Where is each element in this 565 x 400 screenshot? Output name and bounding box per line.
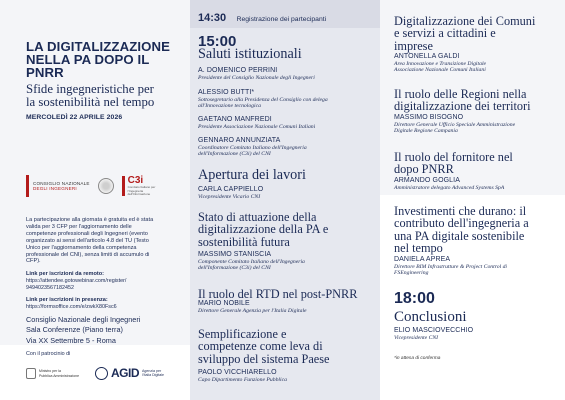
session-conclusioni: Conclusioni <box>394 309 467 325</box>
organizer-logos <box>26 175 180 197</box>
speaker-item: GAETANO MANFREDI Presidente Associazione Nazionale Comuni Italiani <box>198 116 316 130</box>
session-comuni: Digitalizzazione dei Comuni e servizi a cittadini e imprese <box>394 14 536 53</box>
speaker-item: MASSIMO STANISCIA Componente Comitato Italiano dell'Ingegneria dell'Informazione (C3i) del CNI <box>198 251 305 272</box>
speaker-item: ANTONELLA GALDI Area Innovazione e Transizione Digitale Associazione Nazionale Comuni Italiani <box>394 53 487 74</box>
session-fornitore: Il ruolo del fornitore nel dopo PNRR <box>394 150 513 177</box>
session-investimenti: Investimenti che durano: il contributo dell'ingegneria a una PA digitale sostenibile nel tempo <box>394 204 529 255</box>
speaker-item: CARLA CAPPIELLO Vicepresidente Vicario CNI <box>198 186 264 200</box>
session-rtd: Il ruolo del RTD nel post-PNRR <box>198 287 358 301</box>
patronage-label: Con il patrocinio di <box>26 351 71 357</box>
presence-link-label: Link per iscrizioni in presenza: <box>26 297 108 304</box>
left-panel <box>0 0 190 400</box>
registration-slot <box>198 8 374 26</box>
speaker-item: GENNARO ANNUNZIATA Coordinatore Comitato Italiano dell'Ingegneria dell'Informazione (C3i) del CNI <box>198 137 307 158</box>
session-regioni: Il ruolo delle Regioni nella digitalizzazione dei territori <box>394 87 531 114</box>
speaker-item: ALESSIO BUTTI* Sottosegretario alla Presidenza del Consiglio con delega all'Innovazione tecnologica <box>198 89 328 110</box>
session-saluti: Saluti istituzionali <box>198 46 302 62</box>
time-1430: 14:30 <box>198 12 227 24</box>
event-subtitle: Sfide ingegneristiche per la sostenibilità nel tempo <box>26 82 155 109</box>
time-1500: 15:00 <box>198 33 237 50</box>
time-1800: 18:00 <box>394 290 435 307</box>
session-apertura: Apertura dei lavori <box>198 167 306 183</box>
event-date: MERCOLEDÌ 22 APRILE 2026 <box>26 114 123 121</box>
speaker-item: ELIO MASCIOVECCHIO Vicepresidente CNI <box>394 327 474 341</box>
session-stato: Stato di attuazione della digitalizzazione della PA e sostenibilità futura <box>198 210 329 249</box>
funzione-pubblica-logo: Ministro per la Pubblica Amministrazione <box>26 368 79 379</box>
c3i-logo: C3i Comitato Italiano per l'Ingegneria dell'Informazione <box>122 175 156 197</box>
registration-label: Registrazione dei partecipanti <box>236 16 327 23</box>
speaker-item: DANIELA APREA Direttore BIM Infrastrutture & Project Control di FSEngineering <box>394 256 508 277</box>
session-semplificazione: Semplificazione e competenze come leva di sviluppo del sistema Paese <box>198 327 330 366</box>
agid-logo: AGID Agenzia per l'Italia Digitale <box>95 366 164 380</box>
speaker-item: ARMANDO GOGLIA Amministratore delegato Advanced Systems SpA <box>394 177 505 191</box>
speaker-item: PAOLO VICCHIARELLO Capo Dipartimento Funzione Pubblica <box>198 369 287 383</box>
republic-emblem-icon <box>98 178 114 194</box>
speaker-item: A. DOMENICO PERRINI Presidente del Consiglio Nazionale degli Ingegneri <box>198 67 315 81</box>
ministry-emblem-icon <box>26 368 36 379</box>
speaker-item: MASSIMO BISOGNO Direttore Generale Ufficio Speciale Amministrazione Digitale Regione Campania <box>394 114 516 135</box>
event-title: LA DIGITALIZZAZIONE NELLA PA DOPO IL PNRR <box>26 39 171 80</box>
remote-registration-link[interactable]: https://attendee.gotowebinar.com/register/ 9494023567182452 <box>26 278 127 291</box>
cni-logo: CONSIGLIO NAZIONALE DEGLI INGEGNERI <box>26 175 90 197</box>
program-right-panel <box>380 0 565 400</box>
venue-address: Consiglio Nazionale degli Ingegneri Sala Conferenze (Piano terra) Via XX Settembre 5 - Roma <box>26 314 141 345</box>
presence-registration-link[interactable]: https://formsoffice.com/e/zwkX80Fsc6 <box>26 304 117 311</box>
speaker-item: MARIO NOBILE Direttore Generale Agenzia per l'Italia Digitale <box>198 300 307 314</box>
participation-info: La partecipazione alla giornata è gratuita ed è stata valida per 3 CFP per l'aggiornamento delle competenze professionali degli Ingegneri (evento organizzato ai sensi dell'articolo 4.8 del TU (Testo Unico per l'aggiornamento della competenza professionale del CNI), senza limiti di accumulo di CFP). <box>26 217 154 265</box>
confirmation-note: *in attesa di conferma <box>394 356 441 361</box>
agid-emblem-icon <box>95 367 108 380</box>
patronage-section <box>0 345 190 400</box>
program-middle-panel <box>190 0 380 400</box>
remote-link-label: Link per iscrizioni da remoto: <box>26 271 105 278</box>
